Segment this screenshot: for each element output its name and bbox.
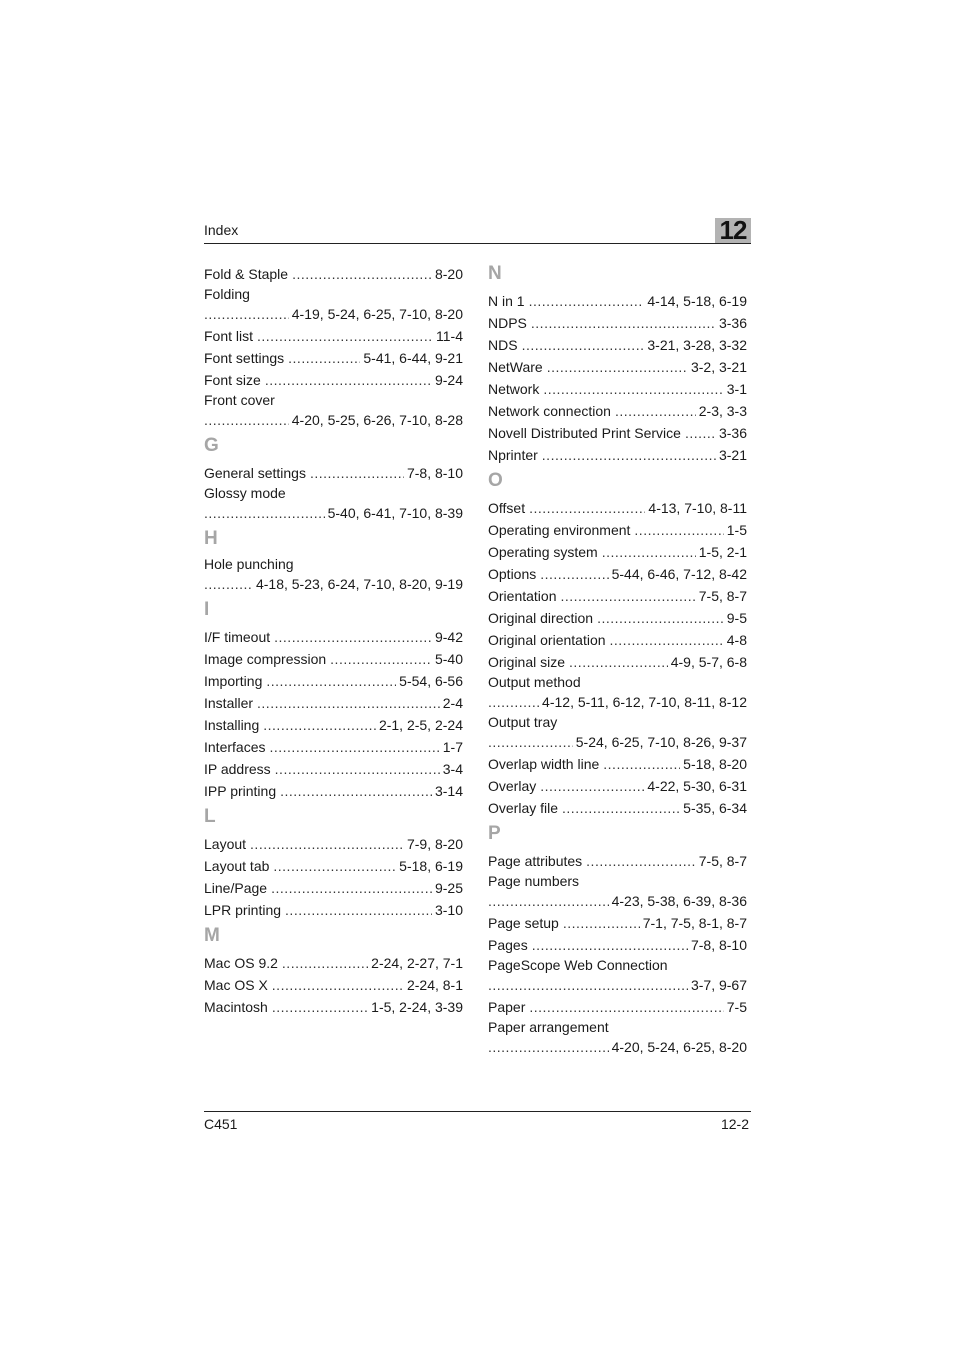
index-term: LPR printing <box>204 902 282 918</box>
index-page-refs: 5-40, 6-41, 7-10, 8-39 <box>327 505 463 521</box>
dot-leader <box>615 400 696 422</box>
index-term: I/F timeout <box>204 629 271 645</box>
index-page-refs: 9-42 <box>434 629 463 645</box>
dot-leader <box>257 692 440 714</box>
index-entry <box>204 974 463 996</box>
index-term: Installing <box>204 717 260 733</box>
footer-model-name: C451 <box>204 1116 238 1132</box>
index-term: Layout <box>204 836 247 852</box>
index-term: Overlap width line <box>488 756 600 772</box>
index-entry <box>204 263 463 285</box>
index-entry <box>204 899 463 921</box>
index-letter-group <box>204 806 463 921</box>
dot-leader <box>547 356 688 378</box>
index-entry <box>488 422 747 444</box>
dot-leader <box>540 563 608 585</box>
page-header <box>204 215 751 245</box>
dot-leader <box>532 934 688 956</box>
index-page-refs: 2-24, 2-27, 7-1 <box>371 955 463 971</box>
index-page-refs: 9-24 <box>434 372 463 388</box>
index-term: Installer <box>204 695 254 711</box>
index-page-refs: 3-14 <box>434 783 463 799</box>
index-entry-pages-line <box>488 890 747 912</box>
index-entry-pages-line <box>488 731 747 753</box>
index-entry <box>204 555 463 595</box>
index-term: Page numbers <box>488 873 580 889</box>
index-page-refs: 2-4 <box>442 695 463 711</box>
index-entry <box>488 651 747 673</box>
index-term: Operating system <box>488 544 598 560</box>
dot-leader <box>569 651 668 673</box>
index-entry <box>204 996 463 1018</box>
index-page-refs: 7-5, 8-7 <box>698 853 747 869</box>
index-entry <box>204 347 463 369</box>
dot-leader <box>282 952 368 974</box>
index-page-refs: 8-20 <box>434 266 463 282</box>
index-term: Macintosh <box>204 999 268 1015</box>
index-letter-group <box>488 263 747 466</box>
index-page-refs: 4-20, 5-24, 6-25, 8-20 <box>611 1039 747 1055</box>
dot-leader <box>602 541 696 563</box>
index-entry <box>488 956 747 996</box>
index-term: Orientation <box>488 588 557 604</box>
index-letter-heading: M <box>204 925 220 946</box>
dot-leader <box>263 714 376 736</box>
index-entry <box>204 369 463 391</box>
index-term: Image compression <box>204 651 327 667</box>
index-letter-group <box>204 528 463 595</box>
index-page-refs: 7-1, 7-5, 8-1, 8-7 <box>642 915 747 931</box>
index-term: Network <box>488 381 540 397</box>
index-term: Operating environment <box>488 522 631 538</box>
index-letter-heading: P <box>488 823 501 844</box>
index-entry <box>204 736 463 758</box>
dot-leader <box>610 629 724 651</box>
index-term: Page attributes <box>488 853 583 869</box>
index-term: Font settings <box>204 350 285 366</box>
index-page-refs: 3-21 <box>718 447 747 463</box>
index-letter-group <box>488 823 747 1058</box>
dot-leader <box>273 855 396 877</box>
index-entry <box>488 585 747 607</box>
dot-leader <box>531 312 716 334</box>
index-page-refs: 2-1, 2-5, 2-24 <box>378 717 463 733</box>
dot-leader <box>271 877 432 899</box>
dot-leader <box>274 626 432 648</box>
index-page-refs: 4-8 <box>726 632 747 648</box>
index-entry <box>204 670 463 692</box>
index-term: Interfaces <box>204 739 266 755</box>
index-entry <box>488 607 747 629</box>
dot-leader <box>266 670 396 692</box>
dot-leader <box>488 890 609 912</box>
index-entry-pages-line <box>204 409 463 431</box>
dot-leader <box>488 974 688 996</box>
dot-leader <box>272 974 404 996</box>
dot-leader <box>562 797 680 819</box>
index-entry <box>488 629 747 651</box>
index-term: Font size <box>204 372 261 388</box>
index-term: Mac OS 9.2 <box>204 955 278 971</box>
index-entry <box>488 400 747 422</box>
dot-leader <box>529 996 723 1018</box>
index-entry <box>488 563 747 585</box>
index-term: Original orientation <box>488 632 606 648</box>
index-entry <box>488 541 747 563</box>
index-term: Paper arrangement <box>488 1019 609 1035</box>
index-entry <box>204 714 463 736</box>
index-entry <box>204 780 463 802</box>
index-page-refs: 4-14, 5-18, 6-19 <box>647 293 747 309</box>
index-term: Options <box>488 566 537 582</box>
index-entry <box>204 877 463 899</box>
index-entry <box>204 391 463 431</box>
index-term: Line/Page <box>204 880 268 896</box>
index-term: Importing <box>204 673 263 689</box>
index-term: Page setup <box>488 915 559 931</box>
index-letter-group <box>204 435 463 524</box>
index-entry <box>488 444 747 466</box>
dot-leader <box>597 607 724 629</box>
index-term: Output method <box>488 674 581 690</box>
index-page-refs: 3-10 <box>434 902 463 918</box>
index-letter-group <box>204 925 463 1018</box>
index-term: Glossy mode <box>204 485 286 501</box>
dot-leader <box>488 731 573 753</box>
dot-leader <box>603 753 680 775</box>
index-letter-heading: O <box>488 470 503 491</box>
dot-leader <box>272 996 368 1018</box>
dot-leader <box>285 899 432 921</box>
index-term: Novell Distributed Print Service <box>488 425 681 441</box>
index-term: N in 1 <box>488 293 525 309</box>
dot-leader <box>543 378 723 400</box>
index-term: Original direction <box>488 610 594 626</box>
index-page-refs: 5-18, 8-20 <box>683 756 747 772</box>
index-page-refs: 1-5 <box>726 522 747 538</box>
index-page-refs: 4-22, 5-30, 6-31 <box>647 778 747 794</box>
index-term: Offset <box>488 500 526 516</box>
page-footer <box>204 1111 751 1132</box>
index-page-refs: 4-23, 5-38, 6-39, 8-36 <box>611 893 747 909</box>
index-entry <box>488 912 747 934</box>
index-page-refs: 4-9, 5-7, 6-8 <box>670 654 747 670</box>
index-term: Fold & Staple <box>204 266 289 282</box>
index-term: Layout tab <box>204 858 270 874</box>
dot-leader <box>204 409 289 431</box>
index-entry <box>488 713 747 753</box>
index-term: Folding <box>204 286 250 302</box>
dot-leader <box>265 369 432 391</box>
index-page-refs: 7-5, 8-7 <box>698 588 747 604</box>
index-page-refs: 3-21, 3-28, 3-32 <box>647 337 747 353</box>
index-entry <box>488 934 747 956</box>
index-page-refs: 4-13, 7-10, 8-11 <box>648 500 747 516</box>
index-term: Front cover <box>204 392 275 408</box>
index-page-refs: 3-2, 3-21 <box>690 359 747 375</box>
dot-leader <box>540 775 644 797</box>
index-letter-heading: N <box>488 263 502 284</box>
index-entry <box>488 775 747 797</box>
index-term: Paper <box>488 999 526 1015</box>
index-entry <box>204 758 463 780</box>
index-entry <box>204 626 463 648</box>
dot-leader <box>250 833 404 855</box>
dot-leader <box>542 444 716 466</box>
index-page-refs: 5-40 <box>434 651 463 667</box>
index-entry <box>488 797 747 819</box>
index-term: Nprinter <box>488 447 538 463</box>
index-page-refs: 5-18, 6-19 <box>399 858 463 874</box>
index-entry-pages-line <box>204 303 463 325</box>
index-term: PageScope Web Connection <box>488 957 668 973</box>
index-page-refs: 4-20, 5-25, 6-26, 7-10, 8-28 <box>291 412 463 428</box>
dot-leader <box>269 736 439 758</box>
dot-leader <box>275 758 440 780</box>
index-letter-group <box>204 263 463 431</box>
index-page-refs: 4-19, 5-24, 6-25, 7-10, 8-20 <box>291 306 463 322</box>
index-entry <box>488 753 747 775</box>
index-page-refs: 3-4 <box>442 761 463 777</box>
index-term: Overlay <box>488 778 537 794</box>
index-entry <box>488 519 747 541</box>
index-page-refs: 4-12, 5-11, 6-12, 7-10, 8-11, 8-12 <box>542 694 747 710</box>
index-letter-group <box>488 470 747 819</box>
index-term: IPP printing <box>204 783 277 799</box>
index-page-refs: 9-5 <box>726 610 747 626</box>
dot-leader <box>257 325 433 347</box>
index-entry-pages-line <box>204 573 463 595</box>
index-page-refs: 5-35, 6-34 <box>683 800 747 816</box>
dot-leader <box>330 648 432 670</box>
dot-leader <box>204 573 253 595</box>
dot-leader <box>529 290 645 312</box>
index-page-refs: 1-5, 2-24, 3-39 <box>371 999 463 1015</box>
dot-leader <box>522 334 645 356</box>
index-entry <box>488 356 747 378</box>
index-page-refs: 1-7 <box>442 739 463 755</box>
dot-leader <box>292 263 432 285</box>
index-term: Network connection <box>488 403 611 419</box>
dot-leader <box>310 462 404 484</box>
index-page-refs: 9-25 <box>434 880 463 896</box>
dot-leader <box>634 519 723 541</box>
index-entry <box>204 484 463 524</box>
index-term: NDPS <box>488 315 527 331</box>
index-page-refs: 11-4 <box>436 328 463 344</box>
index-column-left <box>204 263 463 1018</box>
index-entry <box>488 673 747 713</box>
index-entry-pages-line <box>488 974 747 996</box>
dot-leader <box>488 691 539 713</box>
dot-leader <box>529 497 645 519</box>
index-entry <box>488 334 747 356</box>
index-entry <box>488 290 747 312</box>
dot-leader <box>280 780 432 802</box>
index-page-refs: 4-18, 5-23, 6-24, 7-10, 8-20, 9-19 <box>255 576 463 592</box>
index-page-refs: 2-24, 8-1 <box>406 977 463 993</box>
index-page-refs: 5-24, 6-25, 7-10, 8-26, 9-37 <box>575 734 747 750</box>
index-entry <box>204 855 463 877</box>
index-term: NDS <box>488 337 518 353</box>
index-term: Output tray <box>488 714 558 730</box>
index-term: Hole punching <box>204 556 294 572</box>
index-letter-heading: L <box>204 806 216 827</box>
header-title: Index <box>204 222 239 238</box>
index-page-refs: 7-9, 8-20 <box>406 836 463 852</box>
dot-leader <box>488 1036 609 1058</box>
dot-leader <box>204 502 325 524</box>
index-page-refs: 7-8, 8-10 <box>690 937 747 953</box>
index-entry-pages-line <box>204 502 463 524</box>
index-page-refs: 3-36 <box>718 425 747 441</box>
index-entry <box>204 952 463 974</box>
index-term: Mac OS X <box>204 977 268 993</box>
index-term: General settings <box>204 465 306 481</box>
index-entry-pages-line <box>488 691 747 713</box>
index-entry <box>488 872 747 912</box>
dot-leader <box>288 347 360 369</box>
index-entry-pages-line <box>488 1036 747 1058</box>
index-term: Pages <box>488 937 528 953</box>
index-page-refs: 3-36 <box>718 315 747 331</box>
index-entry <box>488 378 747 400</box>
index-entry <box>204 285 463 325</box>
index-page-refs: 3-1 <box>726 381 747 397</box>
index-letter-group <box>204 599 463 802</box>
index-page-refs: 3-7, 9-67 <box>690 977 747 993</box>
index-entry <box>488 850 747 872</box>
index-entry <box>204 692 463 714</box>
index-entry <box>204 648 463 670</box>
index-entry <box>488 1018 747 1058</box>
index-letter-heading: G <box>204 435 219 456</box>
index-term: IP address <box>204 761 271 777</box>
index-column-right <box>488 263 747 1058</box>
index-entry <box>488 497 747 519</box>
chapter-number-badge: 12 <box>715 218 751 243</box>
dot-leader <box>204 303 289 325</box>
index-entry <box>204 325 463 347</box>
dot-leader <box>586 850 696 872</box>
index-letter-heading: I <box>204 599 210 620</box>
index-letter-heading: H <box>204 528 218 549</box>
dot-leader <box>560 585 695 607</box>
index-entry <box>488 312 747 334</box>
index-term: NetWare <box>488 359 543 375</box>
index-entry <box>204 833 463 855</box>
index-page-refs: 5-44, 6-46, 7-12, 8-42 <box>611 566 747 582</box>
index-page-refs: 7-8, 8-10 <box>406 465 463 481</box>
index-page-refs: 5-41, 6-44, 9-21 <box>363 350 463 366</box>
index-page-refs: 5-54, 6-56 <box>399 673 463 689</box>
index-term: Font list <box>204 328 254 344</box>
index-page-refs: 1-5, 2-1 <box>698 544 747 560</box>
dot-leader <box>563 912 640 934</box>
index-term: Overlay file <box>488 800 559 816</box>
footer-page-number: 12-2 <box>720 1116 749 1132</box>
index-page-refs: 2-3, 3-3 <box>698 403 747 419</box>
index-entry <box>488 996 747 1018</box>
index-term: Original size <box>488 654 566 670</box>
index-page-refs: 7-5 <box>726 999 747 1015</box>
dot-leader <box>685 422 716 444</box>
index-entry <box>204 462 463 484</box>
